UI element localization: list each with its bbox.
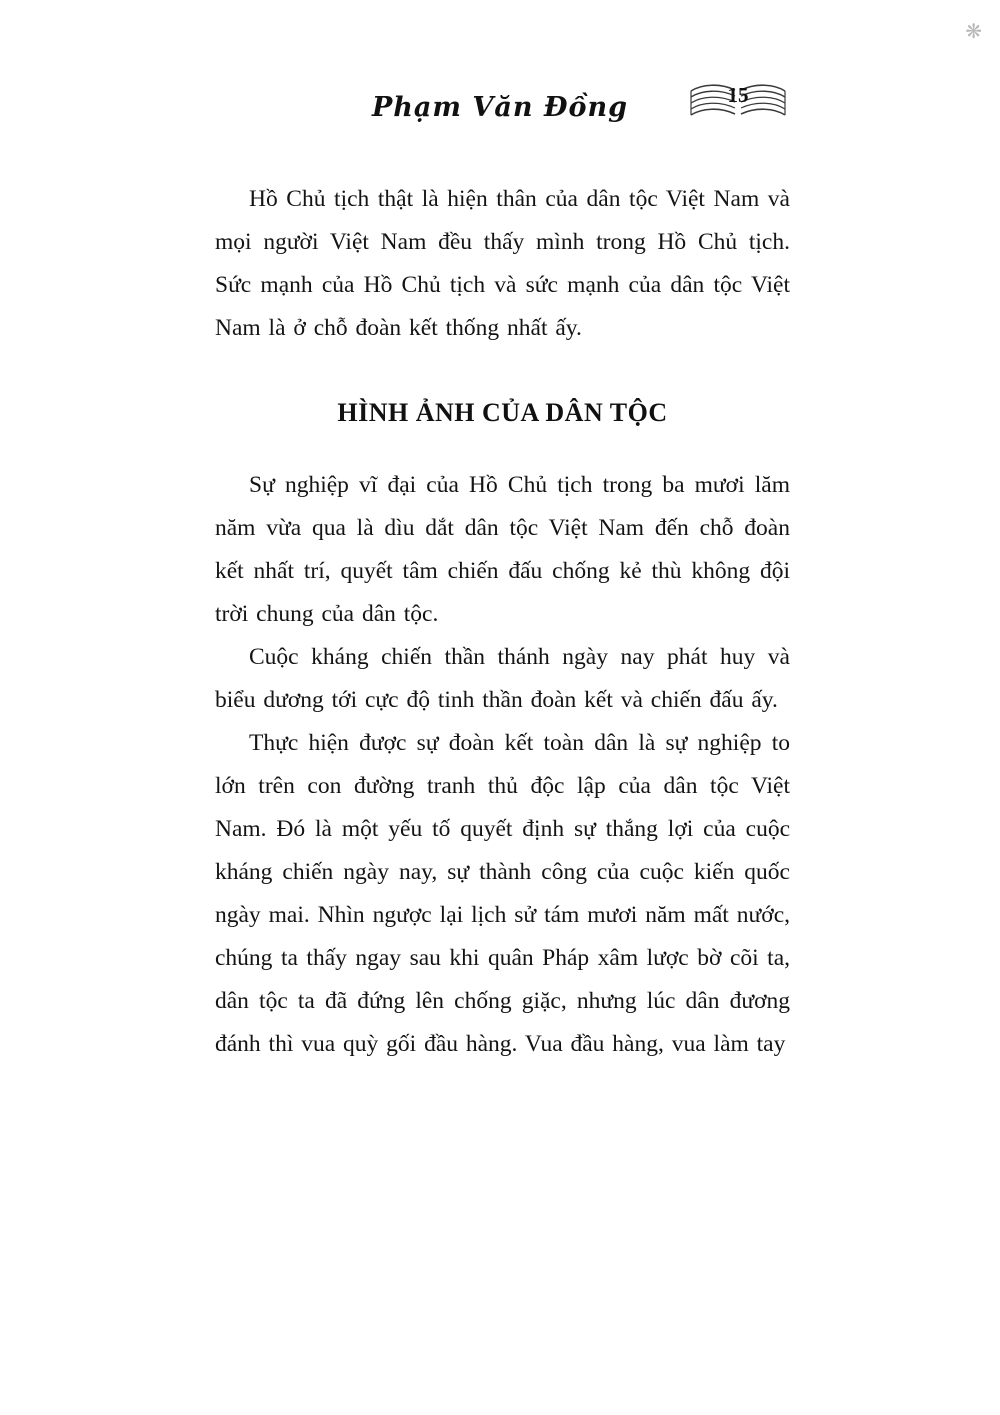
- body-paragraph: Thực hiện được sự đoàn kết toàn dân là sự nghiệp to lớn trên con đường tranh thủ độc lập của dân tộc Việt Nam. Đó là một yếu tố quyết định sự thắng lợi của cuộc kháng chiến ngày nay, sự thành công của cuộc kiến quốc ngày mai. Nhìn ngược lại lịch sử tám mươi năm mất nước, chúng ta thấy ngay sau khi quân Pháp xâm lược bờ cõi ta, dân tộc ta đã đứng lên chống giặc, nhưng lúc dân đương đánh thì vua quỳ gối đầu hàng. Vua đầu hàng, vua làm tay: [215, 730, 790, 1057]
- running-header: [0, 0, 1000, 150]
- header-author-title: Phạm Văn Đồng: [372, 92, 628, 123]
- text-block: [0, 178, 1000, 1066]
- section-heading: HÌNH ẢNH CỦA DÂN TỘC: [337, 398, 668, 427]
- page-number: 15: [727, 83, 749, 107]
- corner-flower-icon: ❋: [965, 21, 982, 43]
- intro-paragraph: Hồ Chủ tịch thật là hiện thân của dân tộc Việt Nam và mọi người Việt Nam đều thấy mình trong Hồ Chủ tịch. Sức mạnh của Hồ Chủ tịch và sức mạnh của dân tộc Việt Nam là ở chỗ đoàn kết thống nhất ấy.: [215, 186, 790, 341]
- body-paragraph: Sự nghiệp vĩ đại của Hồ Chủ tịch trong ba mươi lăm năm vừa qua là dìu dắt dân tộc Việt Nam đến chỗ đoàn kết nhất trí, quyết tâm chiến đấu chống kẻ thù không đội trời chung của dân tộc.: [215, 472, 790, 627]
- page-number-ornament: [688, 80, 788, 126]
- body-paragraph: Cuộc kháng chiến thần thánh ngày nay phát huy và biểu dương tới cực độ tinh thần đoàn kết và chiến đấu ấy.: [215, 644, 790, 713]
